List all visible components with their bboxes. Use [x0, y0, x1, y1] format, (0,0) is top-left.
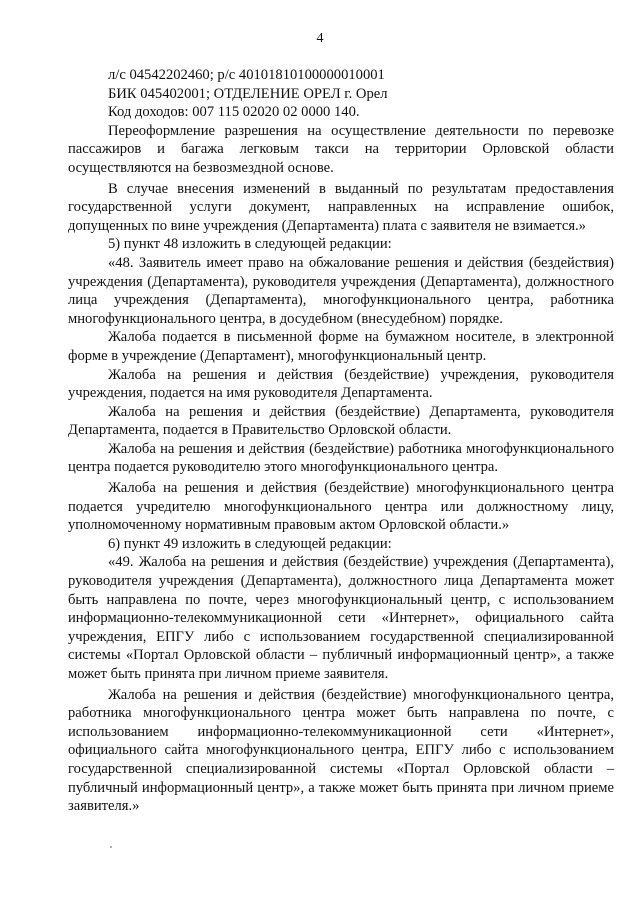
- paragraph-reissue-free: Переоформление разрешения на осуществление деятельности по перевозке пассажиров и багажа легковым такси на территории Орловской области осуществляются на безвозмездной основе.: [68, 122, 614, 176]
- paragraph-complaint-mfc: Жалоба на решения и действия (бездействие) многофункционального центра подается учредителю многофункционального центра или должностному лицу, уполномоченному нормативным правовым актом Орловской области.»: [68, 480, 614, 534]
- scan-speck: [110, 846, 112, 848]
- payment-line-income-code: Код доходов: 007 115 02020 02 0000 140.: [108, 104, 360, 121]
- paragraph-clause-49: «49. Жалоба на решения и действия (бездействие) учреждения (Департамента), руководителя учреждения (Департамента), должностного лица Департамента может быть направлена по почте, через многофункциональный центр, с использованием информационно-телекоммуникационной сети «Интернет», официального сайта учреждения, ЕПГУ либо с использованием государственной специализированной системы «Портал Орловской области – публичный информационный центр», а также может быть принята при личном приеме заявителя.: [68, 554, 614, 682]
- paragraph-complaint-form: Жалоба подается в письменной форме на бумажном носителе, в электронной форме в учреждение (Департамент), многофункциональный центр.: [68, 329, 614, 364]
- document-body: [68, 66, 614, 816]
- payment-line-bik: БИК 045402001; ОТДЕЛЕНИЕ ОРЕЛ г. Орел: [108, 85, 388, 102]
- paragraph-complaint-mfc-worker: Жалоба на решения и действия (бездействие) работника многофункционального центра подается руководителю этого многофункционального центра.: [68, 440, 614, 476]
- paragraph-item-6: 6) пункт 49 изложить в следующей редакции:: [108, 535, 392, 552]
- paragraph-complaint-institution: Жалоба на решения и действия (бездействие) учреждения, руководителя учреждения, подается на имя руководителя Департамента.: [68, 366, 614, 402]
- paragraph-clause-49-mfc: Жалоба на решения и действия (бездействие) многофункционального центра, работника многофункционального центра может быть направлена по почте, с использованием информационно-телекоммуникационной сети «Интернет», официального сайта многофункционального центра, ЕПГУ либо с использованием государственной специализированной системы «Портал Орловской области – публичный информационный центр», а также может быть принята при личном приеме заявителя.»: [68, 686, 614, 815]
- page-number: 4: [316, 31, 324, 46]
- paragraph-clause-48: «48. Заявитель имеет право на обжалование решения и действия (бездействия) учреждения (Департамента), руководителя учреждения (Департамента), должностного лица учреждения (Департамента), многофункционального центра, работника многофункционального центра, в досудебном (внесудебном) порядке.: [68, 254, 614, 327]
- paragraph-corrections-free: В случае внесения изменений в выданный по результатам предоставления государственной услуги документ, направленных на исправление ошибок, допущенных по вине учреждения (Департамента) плата с заявителя не взимается.»: [68, 180, 614, 234]
- paragraph-item-5: 5) пункт 48 изложить в следующей редакции:: [108, 236, 392, 253]
- paragraph-complaint-department: Жалоба на решения и действия (бездействие) Департамента, руководителя Департамента, подается в Правительство Орловской области.: [68, 403, 614, 439]
- payment-line-account: л/с 04542202460; р/с 40101810100000010001: [108, 67, 385, 83]
